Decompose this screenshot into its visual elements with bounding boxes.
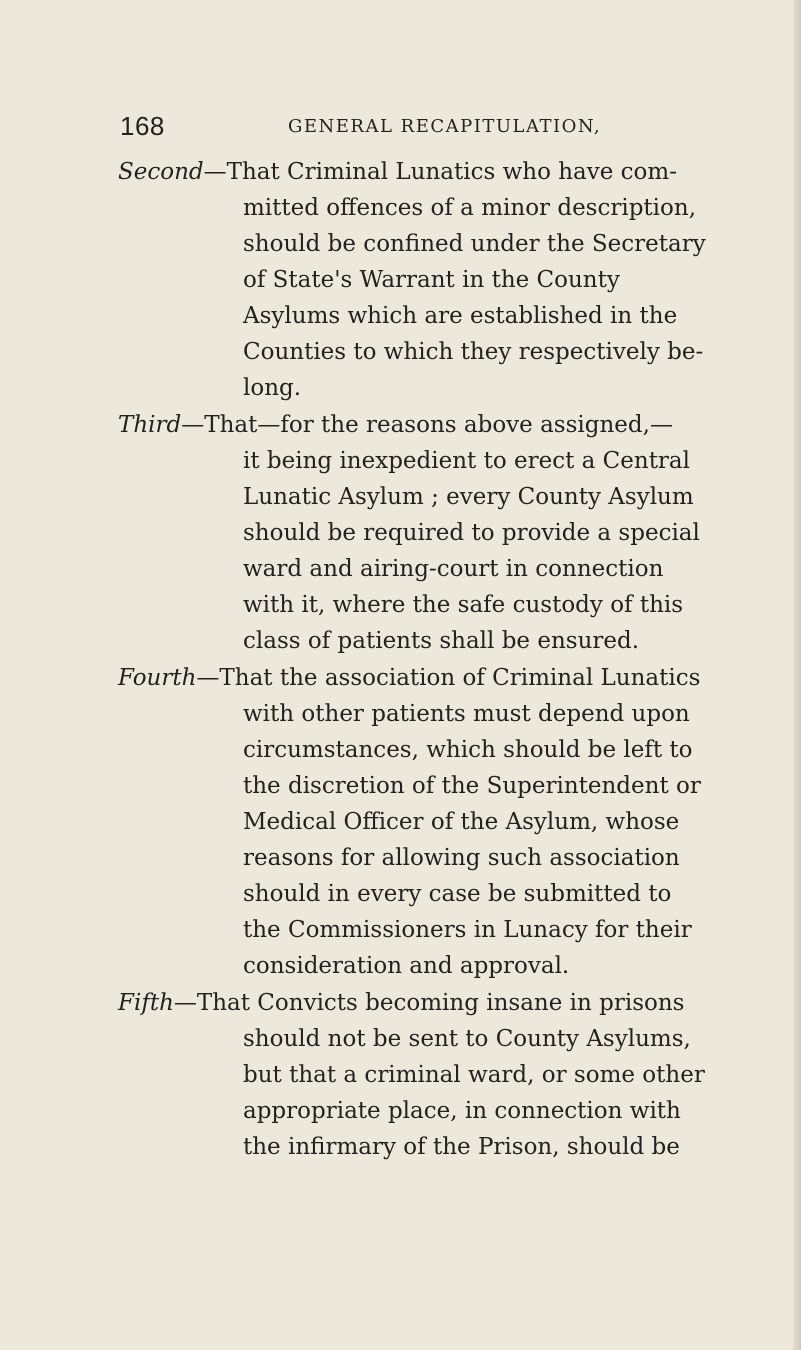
paragraph-line bbox=[118, 157, 677, 187]
paragraph-line bbox=[118, 410, 673, 440]
paragraph-line: Lunatic Asylum ; every County Asylum bbox=[243, 484, 694, 510]
paragraph-line: of State's Warrant in the County bbox=[243, 267, 620, 293]
paragraph-line: the Commissioners in Lunacy for their bbox=[243, 917, 692, 943]
paragraph-line: class of patients shall be ensured. bbox=[243, 628, 640, 654]
paragraph-lead: Second bbox=[118, 159, 204, 185]
paragraph-line: Asylums which are established in the bbox=[243, 303, 678, 329]
paragraph-line: reasons for allowing such association bbox=[243, 845, 680, 871]
running-head: GENERAL RECAPITULATION, bbox=[288, 116, 602, 137]
paragraph-line: with it, where the safe custody of this bbox=[243, 592, 684, 618]
paragraph-line: should in every case be submitted to bbox=[243, 881, 672, 907]
line-text: —That—for the reasons above assigned,— bbox=[181, 412, 673, 438]
paragraph-line: the infirmary of the Prison, should be bbox=[243, 1134, 680, 1160]
paragraph-line bbox=[118, 988, 684, 1018]
paragraph-line: appropriate place, in connection with bbox=[243, 1098, 681, 1124]
paragraph-line: mitted offences of a minor description, bbox=[243, 195, 697, 221]
paragraph-line: long. bbox=[243, 375, 302, 401]
paragraph-line: should not be sent to County Asylums, bbox=[243, 1026, 691, 1052]
line-text: —That Criminal Lunatics who have com- bbox=[203, 159, 677, 185]
line-text: —That Convicts becoming insane in prisons bbox=[173, 990, 685, 1016]
line-text: —That the association of Criminal Lunatics bbox=[196, 665, 701, 691]
paragraph-line: the discretion of the Superintendent or bbox=[243, 773, 701, 799]
page-number: 168 bbox=[120, 111, 165, 141]
paragraph-line: with other patients must depend upon bbox=[243, 701, 690, 727]
page-header bbox=[120, 110, 760, 142]
paragraph-line bbox=[118, 663, 700, 693]
paragraph-line: Counties to which they respectively be- bbox=[243, 339, 704, 365]
page-edge bbox=[793, 0, 801, 1350]
paragraph-line: it being inexpedient to erect a Central bbox=[243, 448, 690, 474]
paragraph-line: circumstances, which should be left to bbox=[243, 737, 693, 763]
paragraph-lead: Third bbox=[118, 412, 182, 438]
paragraph-line: but that a criminal ward, or some other bbox=[243, 1062, 705, 1088]
paragraph-line: ward and airing-court in connection bbox=[243, 556, 664, 582]
paragraph-lead: Fifth bbox=[118, 990, 174, 1016]
paragraph-line: consideration and approval. bbox=[243, 953, 570, 979]
paragraph-line: should be required to provide a special bbox=[243, 520, 700, 546]
paragraph-line: Medical Officer of the Asylum, whose bbox=[243, 809, 680, 835]
paragraph-line: should be confined under the Secretary bbox=[243, 231, 706, 257]
paragraph-lead: Fourth bbox=[118, 665, 197, 691]
